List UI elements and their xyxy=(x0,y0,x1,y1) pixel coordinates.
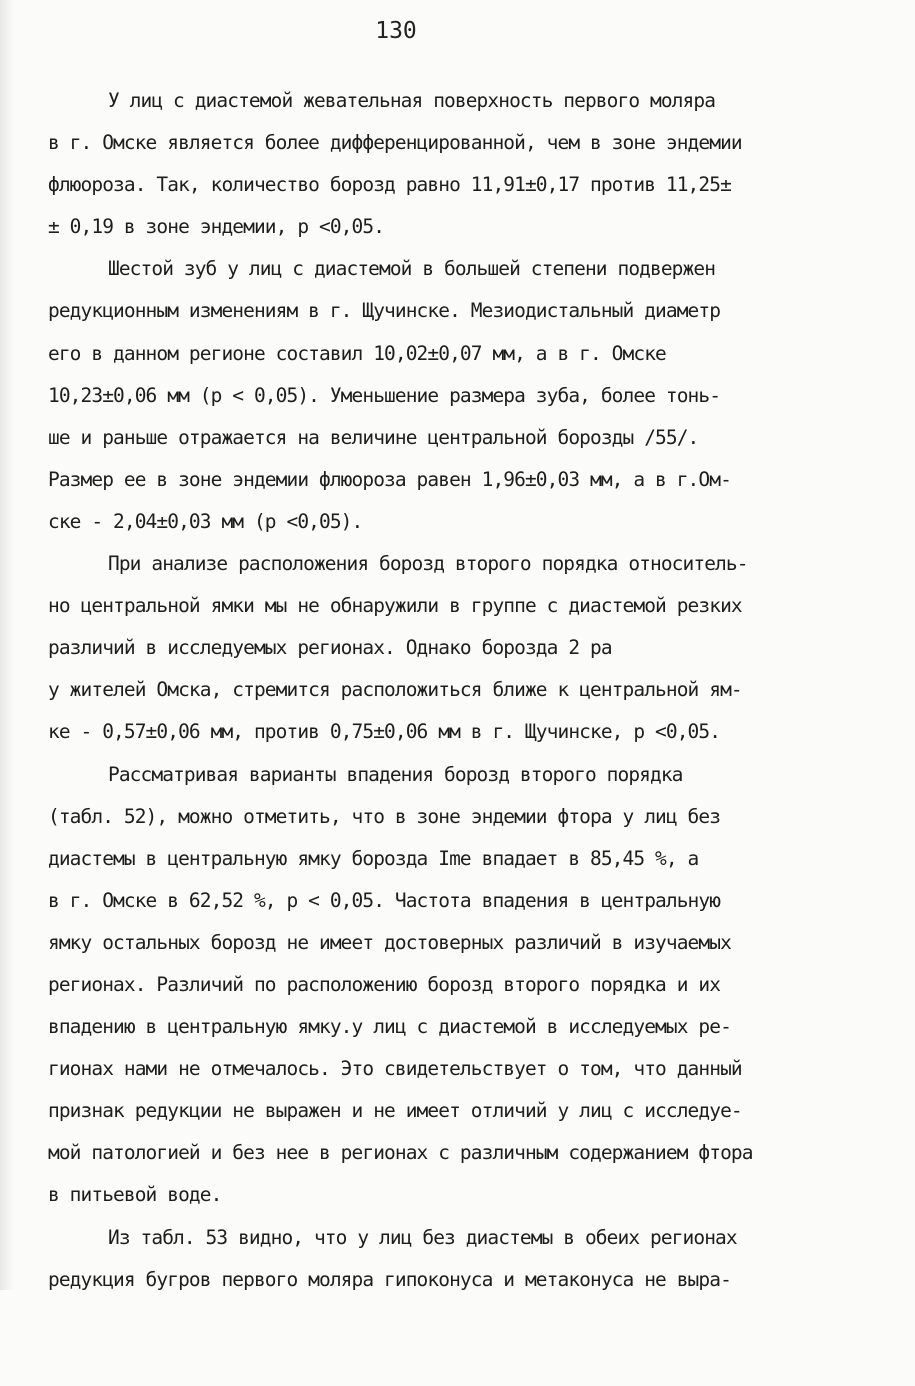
text-line: его в данном регионе составил 10,02±0,07 мм, а в г. Омске xyxy=(48,341,666,365)
text-line: диастемы в центральную ямку борозда Ime впадает в 85,45 %, а xyxy=(48,846,699,870)
text-line: гионах нами не отмечалось. Это свидетельствует о том, что данный xyxy=(48,1057,742,1081)
text-line: редукционным изменениям в г. Щучинске. Мезиодистальный диаметр xyxy=(48,299,721,323)
text-line: ске - 2,04±0,03 мм (р <0,05). xyxy=(48,509,363,533)
text-line: У лиц с диастемой жевательная поверхность первого моляра xyxy=(108,89,716,112)
text-line: ше и раньше отражается на величине центральной борозды /55/. xyxy=(48,425,699,449)
text-line: различий в исследуемых регионах. Однако борозда 2 ра xyxy=(48,636,612,660)
page-number: 130 xyxy=(375,18,417,44)
text-line: признак редукции не выражен и не имеет отличий у лиц с исследуе- xyxy=(48,1099,742,1123)
text-line: у жителей Омска, стремится расположиться ближе к центральной ям- xyxy=(48,678,742,702)
text-line: ке - 0,57±0,06 мм, против 0,75±0,06 мм в г. Щучинске, р <0,05. xyxy=(48,720,721,744)
text-line: 10,23±0,06 мм (р < 0,05). Уменьшение размера зуба, более тонь- xyxy=(48,383,721,407)
text-line: в г. Омске является более дифференцированной, чем в зоне эндемии xyxy=(48,131,742,155)
text-line: ямку остальных борозд не имеет достоверных различий в изучаемых xyxy=(48,930,731,954)
body-text xyxy=(48,80,878,1301)
text-line: мой патологией и без нее в регионах с различным содержанием фтора xyxy=(48,1141,753,1165)
text-line: (табл. 52), можно отметить, что в зоне эндемии фтора у лиц без xyxy=(48,804,721,828)
text-line: флюороза. Так, количество борозд равно 11,91±0,17 против 11,25± xyxy=(48,173,731,197)
text-line: Шестой зуб у лиц с диастемой в большей степени подвержен xyxy=(108,257,716,281)
text-line: ± 0,19 в зоне эндемии, р <0,05. xyxy=(48,215,385,239)
text-line: При анализе расположения борозд второго порядка относитель- xyxy=(108,552,748,576)
text-line: Рассматривая варианты впадения борозд второго порядка xyxy=(108,762,683,786)
text-line: Из табл. 53 видно, что у лиц без диастемы в обеих регионах xyxy=(108,1225,737,1249)
scan-edge-shadow xyxy=(0,0,14,1290)
text-line: регионах. Различий по расположению борозд второго порядка и их xyxy=(48,972,721,996)
text-line: впадению в центральную ямку.у лиц с диастемой в исследуемых ре- xyxy=(48,1015,731,1039)
text-line: в г. Омске в 62,52 %, р < 0,05. Частота впадения в центральную xyxy=(48,888,721,912)
text-line: редукция бугров первого моляра гипоконуса и метаконуса не выра- xyxy=(48,1267,731,1291)
text-line: в питьевой воде. xyxy=(48,1183,222,1207)
text-line: Размер ее в зоне эндемии флюороза равен 1,96±0,03 мм, а в г.Ом- xyxy=(48,467,731,491)
text-line: но центральной ямки мы не обнаружили в группе с диастемой резких xyxy=(48,594,742,618)
